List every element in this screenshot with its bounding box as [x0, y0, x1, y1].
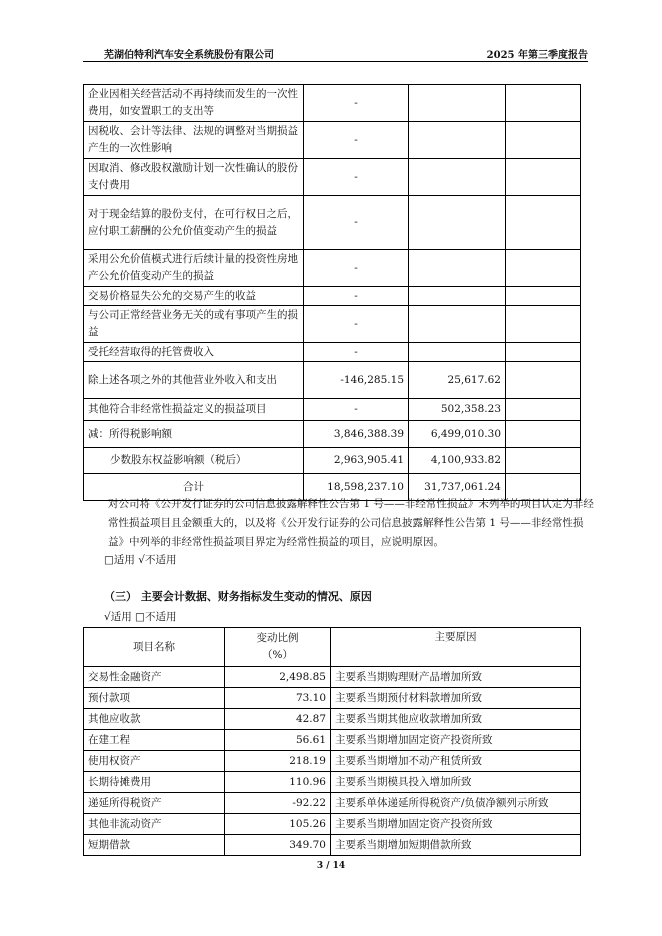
header-change-pct-line1: 变动比例 [256, 632, 299, 644]
item-cell: 因税收、会计等法律、法规的调整对当期损益产生的一次性影响 [84, 122, 304, 159]
table-row [84, 814, 581, 835]
current-value-cell: - [304, 250, 409, 287]
note-cell [506, 196, 581, 250]
header-main-reason: 主要原因 [331, 628, 581, 667]
ytd-value-cell [409, 250, 506, 287]
explanation-paragraph: 对公司将《公开发行证券的公司信息披露解释性公告第 1 号——非经常性损益》未列举的项目认定为非经常性损益项目且金额重大的，以及将《公开发行证券的公司信息披露解释性公告第 1 号——非经常性损益》中列举的非经常性损益项目界定为经常性损益的项目，应说明原因。 [108, 498, 594, 548]
item-cell: 其他符合非经常性损益定义的损益项目 [84, 399, 304, 421]
table-row [84, 159, 581, 196]
item-cell: 除上述各项之外的其他营业外收入和支出 [84, 362, 304, 399]
note-cell [506, 362, 581, 399]
reason-cell: 主要系当期模具投入增加所致 [331, 772, 581, 793]
change-pct-cell: 105.26 [225, 814, 331, 835]
item-cell: 合计 [84, 474, 304, 501]
reason-cell: 主要系当期购理财产品增加所致 [331, 667, 581, 688]
table-row [84, 730, 581, 751]
current-value-cell: - [304, 399, 409, 421]
header-change-pct [225, 628, 331, 667]
item-cell: 企业因相关经营活动不再持续而发生的一次性费用，如安置职工的支出等 [84, 85, 304, 122]
ytd-value-cell [409, 159, 506, 196]
item-cell: 对于现金结算的股份支付，在可行权日之后，应付职工薪酬的公允价值变动产生的损益 [84, 196, 304, 250]
ytd-value-cell [409, 287, 506, 306]
change-pct-cell: 110.96 [225, 772, 331, 793]
table-row [84, 399, 581, 421]
current-value-cell: - [304, 85, 409, 122]
table-row [84, 793, 581, 814]
item-name-cell: 短期借款 [84, 835, 225, 856]
table-row [84, 196, 581, 250]
ytd-value-cell [409, 343, 506, 362]
item-cell: 少数股东权益影响额（税后） [84, 448, 304, 474]
section-title: （三） 主要会计数据、财务指标发生变动的情况、原因 [104, 590, 372, 603]
note-cell [506, 421, 581, 448]
note-cell [506, 448, 581, 474]
change-reasons-table [83, 627, 581, 856]
change-pct-cell: 56.61 [225, 730, 331, 751]
current-value-cell: 3,846,388.39 [304, 421, 409, 448]
note-cell [506, 250, 581, 287]
table-row [84, 772, 581, 793]
reason-cell: 主要系当期预付材料款增加所致 [331, 688, 581, 709]
current-value-cell: - [304, 287, 409, 306]
table-row [84, 709, 581, 730]
ytd-value-cell [409, 196, 506, 250]
note-cell [506, 287, 581, 306]
header-item-name: 项目名称 [84, 628, 225, 667]
item-name-cell: 在建工程 [84, 730, 225, 751]
applicability-selection: √适用 □不适用 [104, 611, 177, 623]
reason-cell: 主要系当期增加固定资产投资所致 [331, 730, 581, 751]
item-name-cell: 预付款项 [84, 688, 225, 709]
current-value-cell: - [304, 343, 409, 362]
item-cell: 减：所得税影响额 [84, 421, 304, 448]
reason-cell: 主要系单体递延所得税资产/负债净额列示所致 [331, 793, 581, 814]
note-cell [506, 122, 581, 159]
table-row [84, 421, 581, 448]
table-header-row [84, 628, 581, 667]
reason-cell: 主要系当期增加固定资产投资所致 [331, 814, 581, 835]
item-cell: 受托经营取得的托管费收入 [84, 343, 304, 362]
table-row [84, 448, 581, 474]
change-pct-cell: 73.10 [225, 688, 331, 709]
change-pct-cell: 349.70 [225, 835, 331, 856]
ytd-value-cell: 502,358.23 [409, 399, 506, 421]
current-value-cell: 2,963,905.41 [304, 448, 409, 474]
ytd-value-cell: 25,617.62 [409, 362, 506, 399]
nonrecurring-items-table [83, 84, 581, 501]
note-cell [506, 85, 581, 122]
item-name-cell: 交易性金融资产 [84, 667, 225, 688]
table-row [84, 751, 581, 772]
note-cell [506, 306, 581, 343]
table-row [84, 287, 581, 306]
reason-cell: 主要系当期增加短期借款所致 [331, 835, 581, 856]
reason-cell: 主要系当期增加不动产租赁所致 [331, 751, 581, 772]
item-name-cell: 使用权资产 [84, 751, 225, 772]
current-value-cell: - [304, 122, 409, 159]
note-cell [506, 159, 581, 196]
item-name-cell: 其他应收款 [84, 709, 225, 730]
ytd-value-cell [409, 85, 506, 122]
table-row [84, 362, 581, 399]
current-value-cell: -146,285.15 [304, 362, 409, 399]
item-cell: 与公司正常经营业务无关的或有事项产生的损益 [84, 306, 304, 343]
page-number: 3 / 14 [316, 861, 346, 871]
item-name-cell: 递延所得税资产 [84, 793, 225, 814]
ytd-value-cell [409, 122, 506, 159]
company-name: 芜湖伯特利汽车安全系统股份有限公司 [104, 50, 274, 61]
reason-cell: 主要系当期其他应收款增加所致 [331, 709, 581, 730]
change-pct-cell: 218.19 [225, 751, 331, 772]
note-cell [506, 343, 581, 362]
table-row [84, 306, 581, 343]
table-row [84, 122, 581, 159]
item-cell: 因取消、修改股权激励计划一次性确认的股份支付费用 [84, 159, 304, 196]
current-value-cell: - [304, 159, 409, 196]
change-pct-cell: -92.22 [225, 793, 331, 814]
table-row [84, 250, 581, 287]
current-value-cell: - [304, 306, 409, 343]
header-change-pct-line2: （%） [262, 649, 293, 661]
table-row [84, 835, 581, 856]
table-row [84, 85, 581, 122]
report-title: 2025 年第三季度报告 [486, 50, 588, 61]
table-row [84, 343, 581, 362]
ytd-value-cell [409, 306, 506, 343]
ytd-value-cell: 31,737,061.24 [409, 474, 506, 501]
item-name-cell: 其他非流动资产 [84, 814, 225, 835]
header-rule [83, 61, 588, 62]
table-row [84, 688, 581, 709]
ytd-value-cell: 4,100,933.82 [409, 448, 506, 474]
current-value-cell: - [304, 196, 409, 250]
note-cell [506, 399, 581, 421]
change-pct-cell: 42.87 [225, 709, 331, 730]
table-row [84, 667, 581, 688]
item-name-cell: 长期待摊费用 [84, 772, 225, 793]
ytd-value-cell: 6,499,010.30 [409, 421, 506, 448]
item-cell: 采用公允价值模式进行后续计量的投资性房地产公允价值变动产生的损益 [84, 250, 304, 287]
current-value-cell: 18,598,237.10 [304, 474, 409, 501]
item-cell: 交易价格显失公允的交易产生的收益 [84, 287, 304, 306]
applicability-selection: □适用 √不适用 [104, 554, 177, 566]
change-pct-cell: 2,498.85 [225, 667, 331, 688]
